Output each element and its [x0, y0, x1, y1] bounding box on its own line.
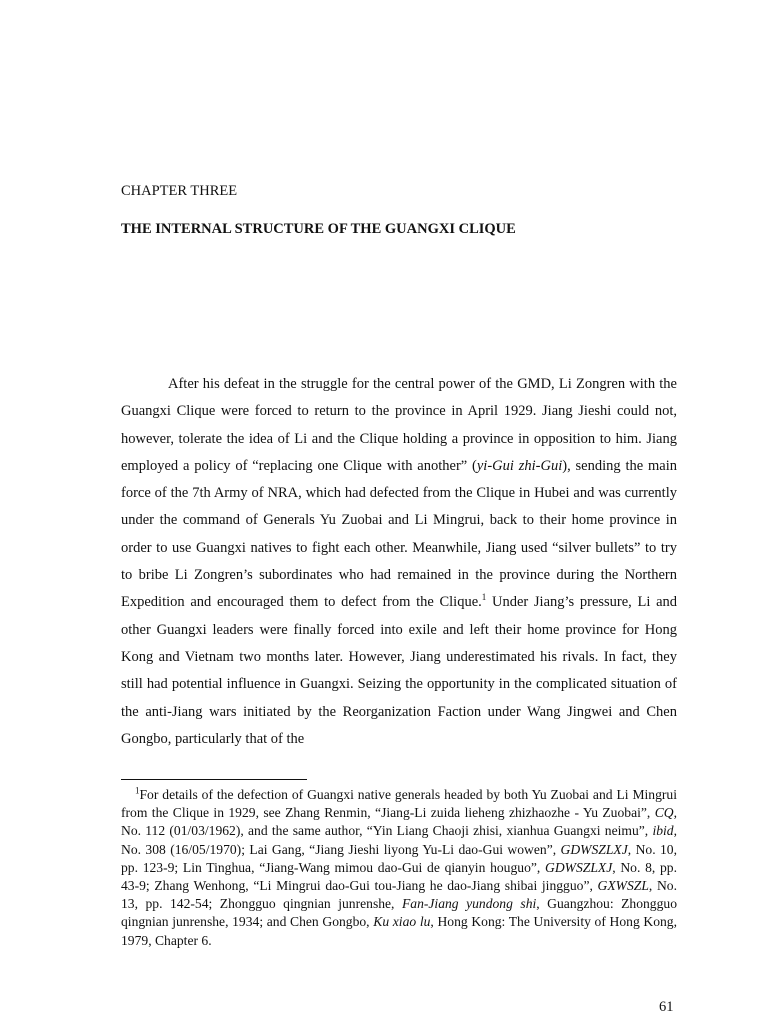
- chapter-label: CHAPTER THREE: [121, 183, 238, 199]
- footnote-text-3: , No. 308 (16/05/1970); Lai Gang, “Jiang Jieshi liyong Yu-Li dao-Gui wowen”,: [121, 823, 677, 857]
- body-text-part-1: After his defeat in the struggle for the central power of the GMD, Li Zongren with the Guangxi Clique were forced to return to the province in April 1929. Jiang Jieshi could not, however, tolerate the idea of Li and the Clique holding a province in opposition to him. Jiang employed a policy of “replacing one Clique with another” (: [121, 376, 677, 474]
- footnote-text-4: , No. 10, pp. 123-9; Lin Tinghua, “Jiang-Wang mimou dao-Gui de qianyin houguo”,: [121, 841, 677, 875]
- body-paragraph: [121, 371, 677, 753]
- footnote-text-8: , Hong Kong: The University of Hong Kong, 1979, Chapter 6.: [121, 914, 678, 948]
- footnote-italic-3: GDWSZLXJ: [560, 841, 628, 857]
- footnote: [121, 786, 677, 950]
- footnote-italic-2: ibid: [652, 823, 674, 839]
- footnote-text-1: For details of the defection of Guangxi native generals headed by both Yu Zuobai and Li Mingrui from the Clique in 1929, see Zhang Renmin, “Jiang-Li zuida lieheng zhizhaozhe - Yu Zuobai”,: [121, 787, 677, 821]
- footnote-text-2: , No. 112 (01/03/1962), and the same author, “Yin Liang Chaoji zhisi, xianhua Guangxi neimu”,: [121, 805, 677, 839]
- footnote-italic-4: GDWSZLXJ: [545, 859, 613, 875]
- footnote-text-6: , No. 13, pp. 142-54; Zhongguo qingnian junrenshe,: [121, 878, 677, 912]
- footnote-italic-7: Ku xiao lu: [373, 914, 431, 930]
- footnote-marker: 1: [135, 785, 140, 796]
- chapter-title: THE INTERNAL STRUCTURE OF THE GUANGXI CLIQUE: [121, 221, 516, 237]
- body-text-part-2: ), sending the main force of the 7th Army of NRA, which had defected from the Clique in Hubei and was currently under the command of Generals Yu Zuobai and Li Mingrui, back to their home province in order to use Guangxi natives to fight each other. Meanwhile, Jiang used “silver bullets” to try to bribe Li Zongren’s subordinates who had remained in the province during the Northern Expedition and encouraged them to defect from the Clique.: [121, 457, 677, 611]
- footnote-divider: [121, 779, 307, 780]
- footnote-text-5: , No. 8, pp. 43-9; Zhang Wenhong, “Li Mingrui dao-Gui tou-Jiang he dao-Jiang shibai jingguo”,: [121, 859, 678, 894]
- footnote-italic-1: CQ: [654, 805, 674, 821]
- page-number: 61: [659, 999, 674, 1015]
- body-text-part-3: Under Jiang’s pressure, Li and other Guangxi leaders were finally forced into exile and left their home province for Hong Kong and Vietnam two months later. However, Jiang underestimated his rivals. In fact, they still had potential influence in Guangxi. Seizing the opportunity in the complicated situation of the anti-Jiang wars initiated by the Reorganization Faction under Wang Jingwei and Chen Gongbo, particularly that of the: [121, 594, 678, 747]
- body-italic-term: yi-Gui zhi-Gui: [476, 457, 563, 474]
- footnote-italic-5: GXWSZL: [597, 878, 649, 894]
- footnote-italic-6: Fan-Jiang yundong shi: [401, 896, 537, 912]
- footnote-text-7: , Guangzhou: Zhongguo qingnian junrenshe, 1934; and Chen Gongbo,: [121, 896, 677, 930]
- footnote-reference[interactable]: 1: [481, 592, 487, 603]
